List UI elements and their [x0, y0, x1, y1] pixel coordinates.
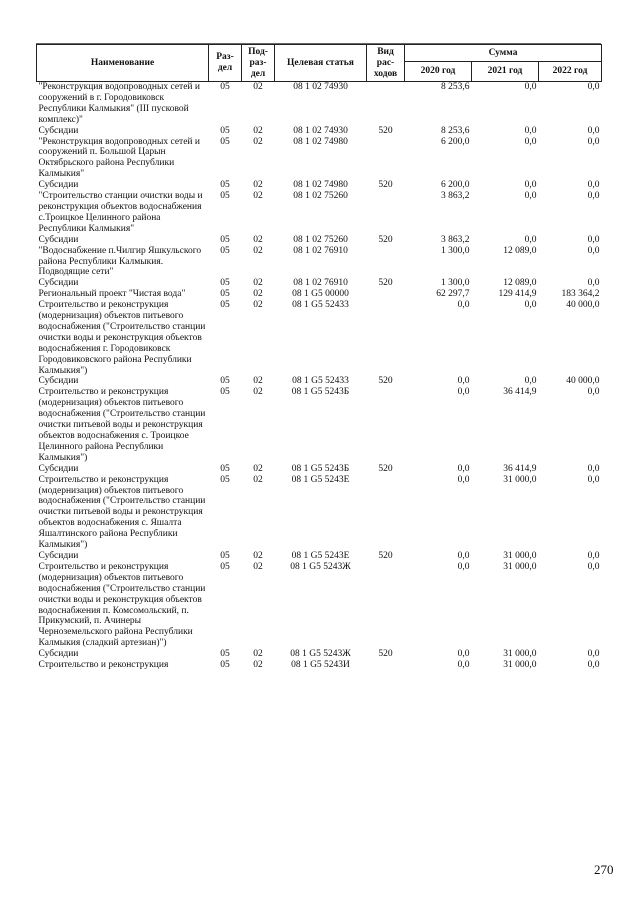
row-sum-2021: 0,0 [524, 300, 537, 311]
row-name: Субсидии [38, 278, 79, 289]
row-vid: 520 [378, 125, 393, 136]
row-podrazdel: 02 [253, 234, 263, 245]
row-name: Субсидии [38, 180, 79, 191]
row-sum-2020: 8 253,6 [441, 82, 470, 92]
row-podrazdel: 02 [253, 463, 263, 474]
row-razdel: 05 [220, 125, 230, 136]
table-row [37, 137, 602, 181]
row-sum-2022: 183 364,2 [561, 289, 600, 300]
row-name: "Строительство станции очистки воды и реконструкция объектов водоснабжения с.Троицкое Целинного района Республики Калмыкия" [38, 191, 203, 234]
row-name: Субсидии [38, 376, 79, 387]
row-name: Субсидии [38, 649, 79, 660]
row-sum-2021: 129 414,9 [498, 289, 537, 300]
row-statya: 08 1 02 74930 [293, 125, 348, 136]
row-name: Строительство и реконструкция (модернизация) объектов питьевого водоснабжения ("Строительство станции очистки питьевой воды и реконструкция объектов водоснабжения с. Троицкое Целинного района Республики Калмыкия") [38, 387, 206, 463]
row-vid: 520 [378, 550, 393, 561]
header-vid: Вид рас-ходов [367, 45, 405, 82]
page-number: 270 [594, 862, 614, 877]
row-name: "Водоснабжение п.Чилгир Яшкульского района Республики Калмыкия. Подводящие сети" [38, 245, 202, 278]
row-sum-2020: 0,0 [457, 649, 470, 660]
row-sum-2021: 31 000,0 [503, 649, 537, 660]
row-sum-2020: 0,0 [457, 474, 470, 485]
row-podrazdel: 02 [253, 180, 263, 191]
row-statya: 08 1 02 74930 [293, 82, 348, 92]
row-sum-2021: 0,0 [524, 82, 537, 92]
row-sum-2022: 0,0 [587, 387, 600, 398]
row-razdel: 05 [220, 649, 230, 660]
row-vid [367, 475, 405, 551]
table-row [37, 649, 602, 660]
row-sum-2022: 0,0 [587, 561, 600, 572]
row-name: Строительство и реконструкция (модернизация) объектов питьевого водоснабжения ("Строительство станции очистки воды и реконструкция объектов водоснабжения г. Городовиковск Городовиковского района Республики Калмыкия") [38, 300, 206, 376]
header-statya: Целевая статья [275, 45, 367, 82]
row-statya: 08 1 G5 5243Ж [290, 649, 351, 660]
row-podrazdel: 02 [253, 289, 263, 300]
table-row [37, 180, 602, 191]
row-sum-2022: 0,0 [587, 550, 600, 561]
row-name: Строительство и реконструкция (модернизация) объектов питьевого водоснабжения ("Строительство станции очистки питьевой воды и реконструкция объектов водоснабжения с. Яшалта Яшалтинского района Республики Калмыкия") [38, 474, 206, 551]
header-2022: 2022 год [539, 62, 602, 82]
row-statya: 08 1 02 76910 [293, 278, 348, 289]
table-row [37, 126, 602, 137]
header-podrazdel: Под-раз-дел [242, 45, 275, 82]
row-razdel: 05 [220, 82, 230, 92]
row-vid [367, 387, 405, 463]
row-podrazdel: 02 [253, 474, 263, 485]
header-summa: Сумма [405, 45, 602, 62]
row-podrazdel: 02 [253, 376, 263, 387]
row-sum-2022: 0,0 [587, 234, 600, 245]
row-sum-2022: 0,0 [587, 474, 600, 485]
row-sum-2022: 0,0 [587, 136, 600, 147]
row-sum-2020: 0,0 [457, 561, 470, 572]
row-sum-2021: 0,0 [524, 376, 537, 387]
row-podrazdel: 02 [253, 660, 263, 671]
row-statya: 08 1 G5 5243Б [291, 387, 350, 398]
row-sum-2020: 0,0 [457, 300, 470, 311]
table-row [37, 551, 602, 562]
row-sum-2020: 0,0 [457, 463, 470, 474]
row-sum-2021: 31 000,0 [503, 474, 537, 485]
row-vid [367, 246, 405, 279]
row-statya: 08 1 G5 52433 [292, 376, 349, 387]
row-sum-2022: 0,0 [587, 245, 600, 256]
row-sum-2020: 62 297,7 [436, 289, 470, 300]
header-name: Наименование [37, 45, 209, 82]
row-sum-2021: 36 414,9 [503, 463, 537, 474]
row-sum-2020: 0,0 [457, 376, 470, 387]
row-vid [367, 191, 405, 235]
row-statya: 08 1 G5 5243Ж [290, 561, 351, 572]
table-row [37, 289, 602, 300]
row-name: Субсидии [38, 550, 79, 561]
row-statya: 08 1 G5 52433 [292, 300, 349, 311]
budget-table [36, 44, 602, 671]
header-2020: 2020 год [405, 62, 472, 82]
row-sum-2022: 0,0 [587, 660, 600, 671]
row-razdel: 05 [220, 474, 230, 485]
row-razdel: 05 [220, 550, 230, 561]
row-sum-2021: 0,0 [524, 191, 537, 202]
row-vid: 520 [378, 278, 393, 289]
row-sum-2020: 3 863,2 [441, 191, 470, 202]
table-row [37, 660, 602, 671]
row-razdel: 05 [220, 660, 230, 671]
table-row [37, 300, 602, 376]
row-sum-2021: 0,0 [524, 180, 537, 191]
row-sum-2022: 0,0 [587, 649, 600, 660]
row-name: Субсидии [38, 463, 79, 474]
row-sum-2020: 8 253,6 [441, 125, 470, 136]
row-sum-2020: 1 300,0 [441, 245, 470, 256]
row-razdel: 05 [220, 463, 230, 474]
row-podrazdel: 02 [253, 387, 263, 398]
row-podrazdel: 02 [253, 125, 263, 136]
row-sum-2022: 0,0 [587, 463, 600, 474]
row-podrazdel: 02 [253, 136, 263, 147]
table-row [37, 246, 602, 279]
row-razdel: 05 [220, 136, 230, 147]
table-row [37, 278, 602, 289]
row-name: Региональный проект "Чистая вода" [38, 289, 186, 300]
row-sum-2021: 31 000,0 [503, 660, 537, 671]
table-row [37, 82, 602, 126]
row-sum-2021: 12 089,0 [503, 245, 537, 256]
row-statya: 08 1 02 76910 [293, 245, 348, 256]
row-sum-2020: 0,0 [457, 550, 470, 561]
row-vid: 520 [378, 376, 393, 387]
row-statya: 08 1 02 75260 [293, 234, 348, 245]
row-name: Субсидии [38, 234, 79, 245]
row-sum-2022: 0,0 [587, 82, 600, 92]
row-sum-2021: 36 414,9 [503, 387, 537, 398]
table-body [37, 82, 602, 671]
row-razdel: 05 [220, 376, 230, 387]
row-statya: 08 1 G5 5243Б [291, 463, 350, 474]
header-2021: 2021 год [472, 62, 539, 82]
row-sum-2020: 3 863,2 [441, 234, 470, 245]
row-podrazdel: 02 [253, 245, 263, 256]
row-vid: 520 [378, 649, 393, 660]
row-razdel: 05 [220, 300, 230, 311]
row-statya: 08 1 02 74980 [293, 136, 348, 147]
row-sum-2022: 0,0 [587, 278, 600, 289]
row-sum-2020: 0,0 [457, 660, 470, 671]
row-sum-2022: 0,0 [587, 191, 600, 202]
row-vid [367, 289, 405, 300]
row-statya: 08 1 G5 5243Е [291, 474, 350, 485]
table-row [37, 464, 602, 475]
row-sum-2022: 0,0 [587, 125, 600, 136]
row-sum-2022: 40 000,0 [566, 300, 600, 311]
row-sum-2021: 0,0 [524, 136, 537, 147]
row-sum-2021: 0,0 [524, 125, 537, 136]
row-name: Субсидии [38, 125, 79, 136]
row-sum-2021: 12 089,0 [503, 278, 537, 289]
row-razdel: 05 [220, 289, 230, 300]
row-podrazdel: 02 [253, 649, 263, 660]
row-razdel: 05 [220, 191, 230, 202]
row-razdel: 05 [220, 245, 230, 256]
row-razdel: 05 [220, 387, 230, 398]
row-sum-2020: 1 300,0 [441, 278, 470, 289]
row-vid: 520 [378, 180, 393, 191]
table-row [37, 562, 602, 649]
row-razdel: 05 [220, 278, 230, 289]
table-row [37, 191, 602, 235]
row-statya: 08 1 G5 5243Е [291, 550, 350, 561]
row-vid: 520 [378, 234, 393, 245]
row-statya: 08 1 02 75260 [293, 191, 348, 202]
row-razdel: 05 [220, 561, 230, 572]
row-razdel: 05 [220, 180, 230, 191]
row-vid [367, 660, 405, 671]
row-sum-2021: 31 000,0 [503, 550, 537, 561]
row-podrazdel: 02 [253, 191, 263, 202]
row-sum-2022: 40 000,0 [566, 376, 600, 387]
row-vid [367, 137, 405, 181]
row-sum-2020: 0,0 [457, 387, 470, 398]
row-sum-2022: 0,0 [587, 180, 600, 191]
row-name: "Реконструкция водопроводных сетей и сооружений п. Большой Царын Октябрьского района Республики Калмыкия" [38, 136, 200, 180]
table-row [37, 376, 602, 387]
row-sum-2020: 6 200,0 [441, 136, 470, 147]
row-podrazdel: 02 [253, 278, 263, 289]
row-name: "Реконструкция водопроводных сетей и сооружений в г. Городовиковск Республики Калмыкия" (III пусковой комплекс)" [38, 82, 200, 125]
row-sum-2021: 31 000,0 [503, 561, 537, 572]
row-vid [367, 562, 405, 649]
row-sum-2021: 0,0 [524, 234, 537, 245]
row-name: Строительство и реконструкция [38, 660, 169, 671]
header-razdel: Раз-дел [209, 45, 242, 82]
row-statya: 08 1 G5 00000 [292, 289, 349, 300]
row-statya: 08 1 G5 5243И [291, 660, 350, 671]
row-name: Строительство и реконструкция (модернизация) объектов питьевого водоснабжения ("Строительство станции очистки воды и реконструкция объектов водоснабжения п. Комсомольский, п. Прикумский, п. Ачинеры Черноземельского района Республики Калмыкия (сладкий артезиан)") [38, 561, 206, 649]
table-row [37, 235, 602, 246]
row-razdel: 05 [220, 234, 230, 245]
row-podrazdel: 02 [253, 82, 263, 92]
row-statya: 08 1 02 74980 [293, 180, 348, 191]
row-sum-2020: 6 200,0 [441, 180, 470, 191]
row-vid [367, 300, 405, 376]
row-vid [367, 82, 405, 126]
row-podrazdel: 02 [253, 300, 263, 311]
table-row [37, 387, 602, 463]
table-row [37, 475, 602, 551]
row-podrazdel: 02 [253, 561, 263, 572]
row-vid: 520 [378, 463, 393, 474]
row-podrazdel: 02 [253, 550, 263, 561]
